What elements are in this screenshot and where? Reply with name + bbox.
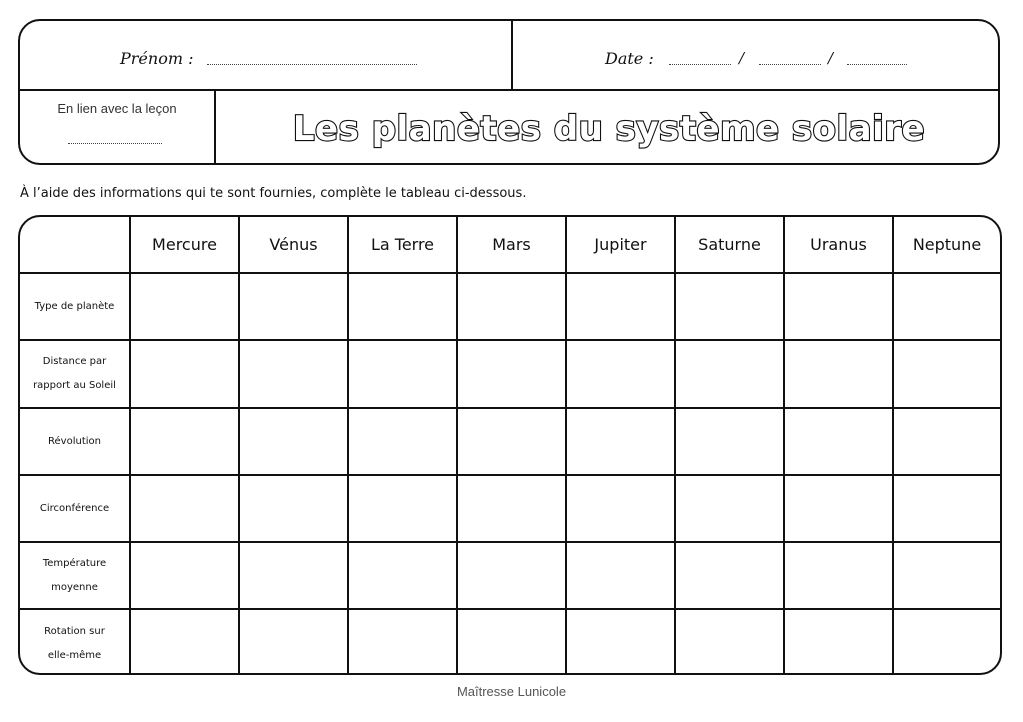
page-title: Les planètes du système solaire	[292, 109, 926, 149]
row-header-rotation	[20, 609, 130, 675]
answer-cell[interactable]	[784, 609, 893, 675]
answer-cell[interactable]	[893, 340, 1000, 408]
lesson-label: En lien avec la leçon	[57, 101, 177, 116]
name-field[interactable]	[207, 64, 417, 65]
answer-cell[interactable]	[348, 408, 457, 475]
table-row	[20, 273, 1000, 340]
row-header-line: Rotation sur	[44, 625, 105, 637]
row-header-line: Distance par	[42, 356, 107, 367]
answer-cell[interactable]	[457, 609, 566, 675]
answer-cell[interactable]	[566, 475, 675, 542]
answer-cell[interactable]	[675, 408, 784, 475]
table-row	[20, 408, 1000, 475]
date-month-field[interactable]	[759, 64, 821, 65]
answer-cell[interactable]	[239, 542, 348, 609]
lesson-cell	[20, 91, 216, 165]
planets-table	[18, 215, 1002, 675]
answer-cell[interactable]	[457, 475, 566, 542]
planets-grid	[20, 217, 1000, 675]
answer-cell[interactable]	[348, 542, 457, 609]
row-header-line: Révolution	[48, 435, 101, 447]
answer-cell[interactable]	[130, 475, 239, 542]
column-header-jupiter: Jupiter	[566, 217, 675, 273]
answer-cell[interactable]	[566, 609, 675, 675]
answer-cell[interactable]	[239, 340, 348, 408]
table-row	[20, 609, 1000, 675]
footer-credit: Maîtresse Lunicole	[456, 684, 567, 699]
name-cell	[20, 21, 513, 89]
answer-cell[interactable]	[457, 408, 566, 475]
answer-cell[interactable]	[457, 340, 566, 408]
table-row	[20, 542, 1000, 609]
title-cell	[216, 91, 998, 165]
answer-cell[interactable]	[130, 408, 239, 475]
answer-cell[interactable]	[348, 340, 457, 408]
answer-cell[interactable]	[566, 408, 675, 475]
date-separator: /	[828, 49, 834, 67]
row-header-line: Température	[42, 557, 107, 569]
row-header-revolution	[20, 408, 130, 475]
date-year-field[interactable]	[847, 64, 907, 65]
title-svg	[216, 91, 1000, 165]
answer-cell[interactable]	[893, 542, 1000, 609]
row-header-line: Type de planète	[34, 300, 115, 312]
instruction-text: À l’aide des informations qui te sont fournies, complète le tableau ci-dessous.	[20, 186, 527, 201]
answer-cell[interactable]	[566, 273, 675, 340]
answer-cell[interactable]	[784, 542, 893, 609]
table-row	[20, 475, 1000, 542]
row-header-type	[20, 273, 130, 340]
row-header-distance	[20, 340, 130, 408]
answer-cell[interactable]	[675, 542, 784, 609]
row-header-circonference	[20, 475, 130, 542]
answer-cell[interactable]	[348, 609, 457, 675]
answer-cell[interactable]	[239, 273, 348, 340]
answer-cell[interactable]	[675, 609, 784, 675]
answer-cell[interactable]	[893, 273, 1000, 340]
answer-cell[interactable]	[675, 340, 784, 408]
answer-cell[interactable]	[239, 609, 348, 675]
column-header-uranus: Uranus	[784, 217, 893, 273]
corner-cell	[20, 217, 130, 273]
column-header-mars: Mars	[457, 217, 566, 273]
answer-cell[interactable]	[239, 475, 348, 542]
column-header-saturne: Saturne	[675, 217, 784, 273]
column-header-venus: Vénus	[239, 217, 348, 273]
row-header-line: Circonférence	[39, 502, 110, 514]
answer-cell[interactable]	[784, 475, 893, 542]
row-header-line: moyenne	[51, 581, 98, 593]
column-header-terre: La Terre	[348, 217, 457, 273]
header-box	[18, 19, 1000, 165]
answer-cell[interactable]	[675, 475, 784, 542]
answer-cell[interactable]	[566, 542, 675, 609]
column-header-mercure: Mercure	[130, 217, 239, 273]
answer-cell[interactable]	[130, 273, 239, 340]
date-day-field[interactable]	[669, 64, 731, 65]
answer-cell[interactable]	[130, 542, 239, 609]
answer-cell[interactable]	[675, 273, 784, 340]
row-header-line: elle-même	[47, 649, 102, 661]
name-label: Prénom :	[120, 49, 194, 68]
answer-cell[interactable]	[784, 273, 893, 340]
answer-cell[interactable]	[130, 609, 239, 675]
answer-cell[interactable]	[893, 475, 1000, 542]
lesson-field[interactable]	[68, 143, 162, 144]
answer-cell[interactable]	[784, 340, 893, 408]
header-top-row	[20, 21, 998, 91]
date-cell	[513, 21, 998, 89]
answer-cell[interactable]	[893, 408, 1000, 475]
answer-cell[interactable]	[784, 408, 893, 475]
answer-cell[interactable]	[457, 542, 566, 609]
table-row	[20, 340, 1000, 408]
row-header-line: rapport au Soleil	[33, 380, 116, 391]
answer-cell[interactable]	[348, 273, 457, 340]
answer-cell[interactable]	[457, 273, 566, 340]
date-label: Date :	[605, 49, 654, 68]
answer-cell[interactable]	[348, 475, 457, 542]
answer-cell[interactable]	[130, 340, 239, 408]
answer-cell[interactable]	[893, 609, 1000, 675]
column-header-neptune: Neptune	[893, 217, 1000, 273]
date-separator: /	[739, 49, 745, 67]
answer-cell[interactable]	[566, 340, 675, 408]
header-row	[20, 217, 1000, 273]
row-header-temperature	[20, 542, 130, 609]
answer-cell[interactable]	[239, 408, 348, 475]
